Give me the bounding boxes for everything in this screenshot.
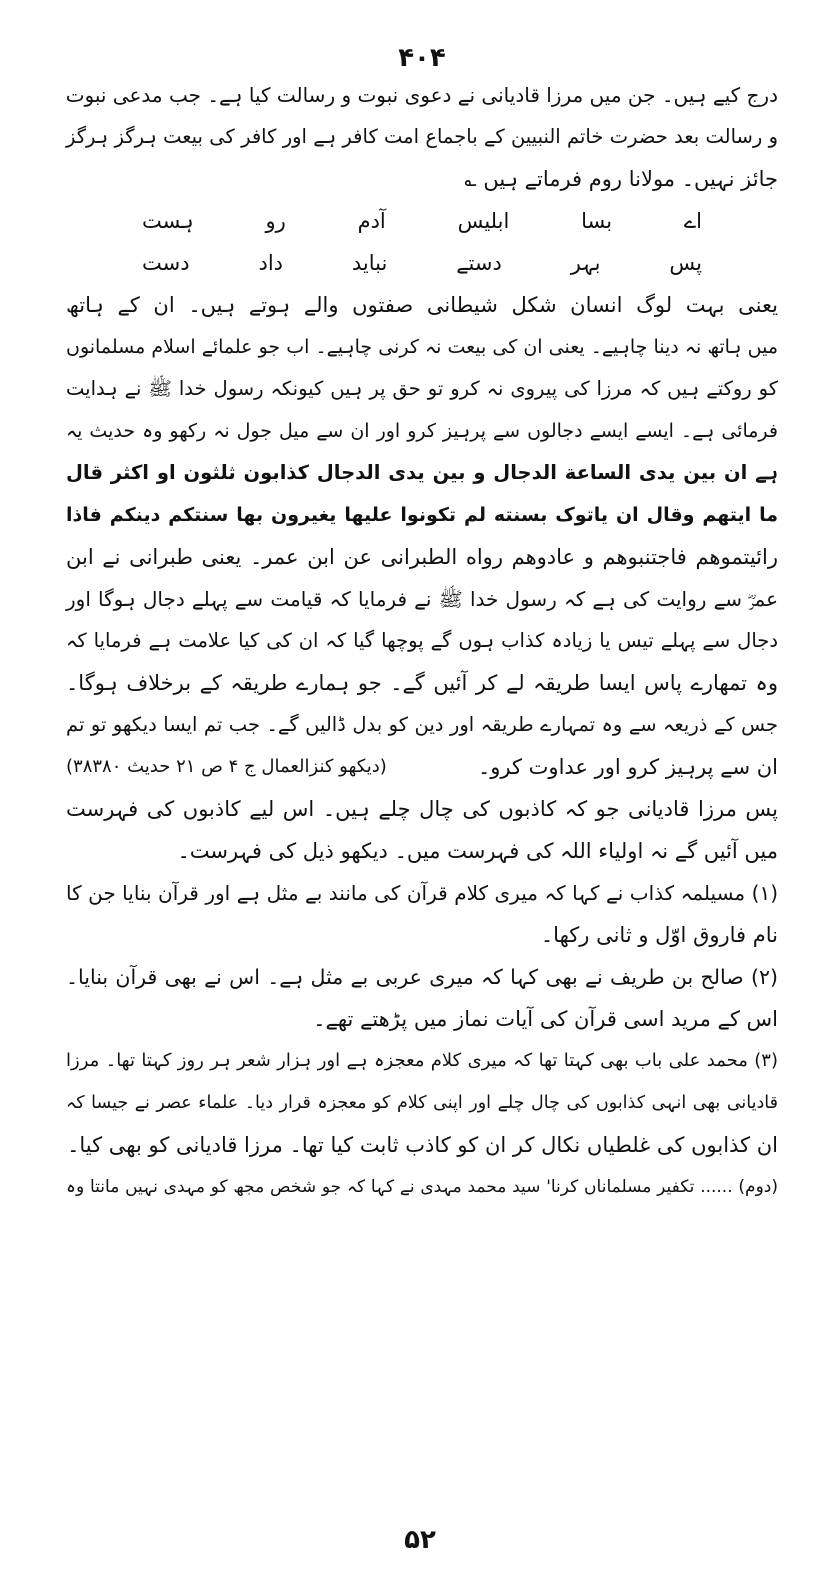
- text-line: قادیانی بھی انہی کذابوں کی چال چلے اور اپنی کلام کو معجزہ قرار دیا۔ علماء عصر نے جیسا کہ: [66, 1093, 778, 1113]
- verse-word: آدم: [357, 209, 386, 233]
- verse-word: رو: [265, 209, 286, 233]
- list-item: (دوم) ...... تکفیر مسلماناں کرنا' سید محمد مہدی نے کہا کہ جو شخص مجھ کو مہدی نہیں مانتا وہ: [66, 1177, 778, 1197]
- text-line: کو روکتے ہیں کہ مرزا کی پیروی نہ کرو تو حق پر ہیں کیونکہ رسول خدا ﷺ نے ہدایت: [66, 377, 778, 400]
- list-item: (۱) مسیلمہ کذاب نے کہا کہ میری کلام قرآن کی مانند بے مثل ہے اور قرآن بنایا جن کا: [66, 881, 778, 905]
- text-line: عمرؓ سے روایت کی ہے کہ رسول خدا ﷺ نے فرمایا کہ قیامت سے پہلے دجال ہوگا اور: [66, 587, 778, 611]
- hadith-arabic-line: ہے ان بین یدی الساعة الدجال و بین یدی الدجال کذابون ثلثون او اکثر قال: [66, 461, 778, 484]
- book-page: [0, 42, 840, 1582]
- text-line: رائیتموهم فاجتنبوهم و عادوهم رواه الطبرانی عن ابن عمر۔ یعنی طبرانی نے ابن: [66, 545, 778, 569]
- text-line: دجال سے پہلے تیس یا زیادہ کذاب ہوں گے پوچھا گیا کہ ان کی کیا علامت ہے فرمایا کہ: [66, 629, 778, 652]
- page-number-top: ۴۰۴: [398, 43, 446, 73]
- persian-couplet-line-2: [142, 242, 702, 284]
- verse-word: اے: [683, 209, 702, 233]
- text-line: پس مرزا قادیانی جو کہ کاذبوں کی چال چلے ہیں۔ اس لیے کاذبوں کی فہرست: [66, 797, 778, 821]
- text-line: و رسالت بعد حضرت خاتم النبیین کے باجماع امت کافر ہے اور کافر کی بیعت ہرگز ہرگز: [66, 125, 778, 148]
- reference-citation: (دیکھو کنزالعمال ج ۴ ص ۲۱ حدیث ۳۸۳۸۰): [66, 756, 387, 777]
- verse-word: بہر: [570, 251, 601, 275]
- line-with-reference: [66, 746, 778, 788]
- text-line: فرمائی ہے۔ ایسے ایسے دجالوں سے پرہیز کرو اور ان سے میل جول نہ رکھو وہ حدیث یہ: [66, 420, 778, 442]
- verse-word: ابلیس: [457, 209, 510, 233]
- verse-word: نباید: [351, 251, 388, 275]
- verse-word: داد: [258, 251, 284, 275]
- text-line: نام فاروق اوّل و ثانی رکھا۔: [540, 923, 778, 947]
- verse-word: ہست: [142, 209, 194, 233]
- hadith-arabic-line: ما ایتهم وقال ان یاتوک بسنته لم تکونوا علیها یغیرون بها سنتکم دینکم فاذا: [66, 504, 778, 526]
- verse-word: دست: [142, 251, 190, 275]
- text-line: میں آئیں گے نہ اولیاء اللہ کی فہرست میں۔ دیکھو ذیل کی فہرست۔: [177, 839, 778, 863]
- verse-word: دستے: [456, 251, 502, 275]
- page-body: [66, 74, 778, 1208]
- persian-couplet-line-1: [142, 200, 702, 242]
- text-line: جس کے ذریعہ سے وہ تمہارے طریقہ اور دین کو بدل ڈالیں گے۔ جب تم ایسا دیکھو تو تم: [66, 713, 778, 736]
- text-line: یعنی بہت لوگ انسان شکل شیطانی صفتوں والے ہوتے ہیں۔ ان کے ہاتھ: [66, 293, 778, 317]
- verse-word: پس: [669, 251, 702, 275]
- list-item: (۲) صالح بن طریف نے بھی کہا کہ میری عربی بے مثل ہے۔ اس نے بھی قرآن بنایا۔: [66, 965, 778, 989]
- page-number-bottom: ۵۲: [404, 1525, 436, 1555]
- list-item: (۳) محمد علی باب بھی کہتا تھا کہ میری کلام معجزہ ہے اور ہزار شعر ہر روز کہتا تھا۔ مرزا: [66, 1050, 778, 1071]
- text-line: میں ہاتھ نہ دینا چاہیے۔ یعنی ان کی بیعت نہ کرنی چاہیے۔ اب جو علمائے اسلام مسلمانوں: [66, 336, 778, 358]
- text-line: ان کذابوں کی غلطیاں نکال کر ان کو کاذب ثابت کیا تھا۔ مرزا قادیانی کو بھی کیا۔: [67, 1133, 778, 1157]
- text-line: جائز نہیں۔ مولانا روم فرماتے ہیں ؎: [464, 167, 778, 191]
- text-line: ان سے پرہیز کرو اور عداوت کرو۔: [477, 755, 778, 779]
- text-line: اس کے مرید اسی قرآن کی آیات نماز میں پڑھتے تھے۔: [313, 1007, 778, 1031]
- text-line: وہ تمھارے پاس ایسا طریقہ لے کر آئیں گے۔ جو ہمارے طریقہ کے برخلاف ہوگا۔: [66, 671, 778, 695]
- verse-word: بسا: [581, 209, 613, 233]
- text-line: درج کیے ہیں۔ جن میں مرزا قادیانی نے دعوی نبوت و رسالت کیا ہے۔ جب مدعی نبوت: [65, 83, 778, 107]
